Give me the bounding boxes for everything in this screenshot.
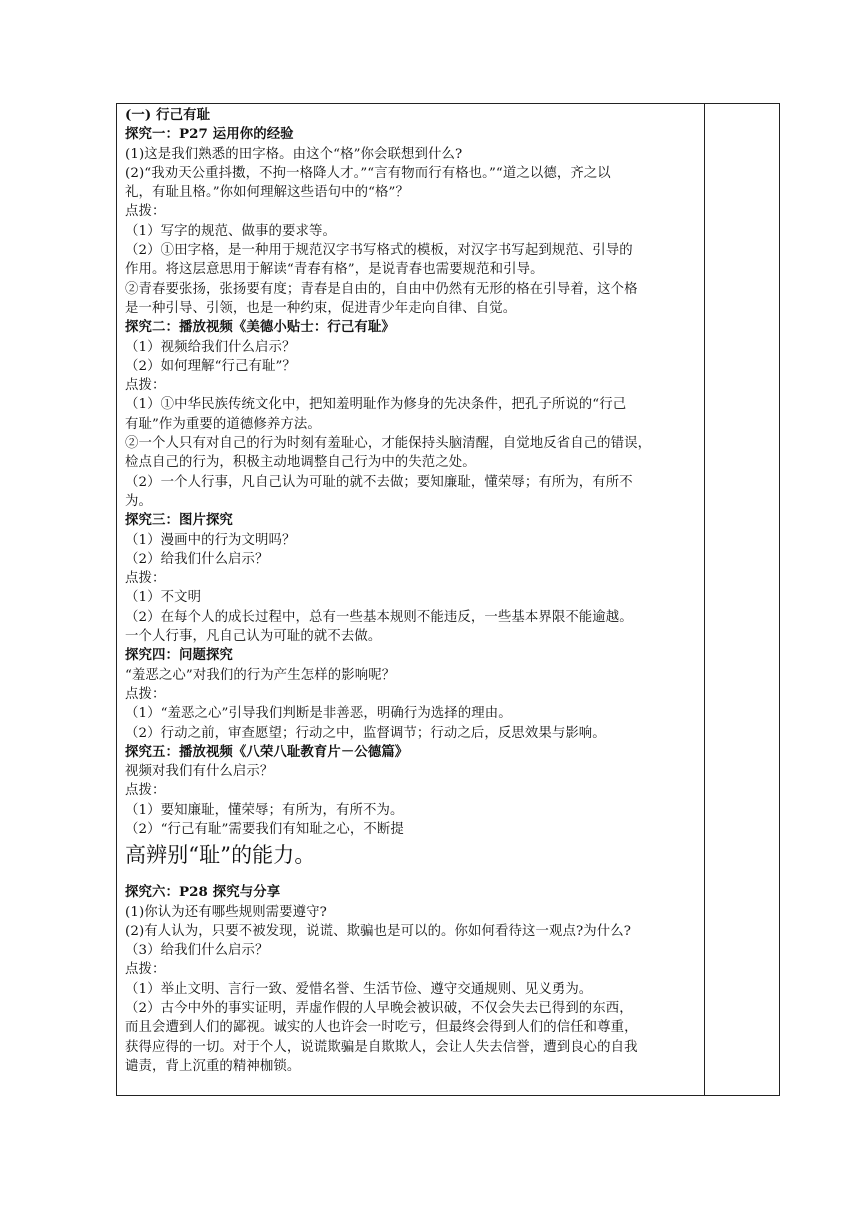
text-line: （2）行动之前，审查愿望；行动之中，监督调节；行动之后，反思效果与影响。 [125,725,606,741]
section-heading: 探究六：P28 探究与分享 [125,884,281,901]
text-line: ②一个人只有对自己的行为时刻有羞耻心，才能保持头脑清醒，自觉地反省自己的错误， [125,436,652,452]
text-line: （2）如何理解“行己有耻”？ [125,358,296,374]
section-heading: 探究一：P27 运用你的经验 [125,126,294,143]
text-line: 是一种引导、引领，也是一种约束，促进青少年走向自律、自觉。 [125,300,517,316]
text-line: （1）漫画中的行为文明吗？ [125,532,296,548]
lesson-content-cell [117,104,705,1095]
text-line: （2）①田字格，是一种用于规范汉字书写格式的模板，对汉字书写起到规范、引导的 [125,243,633,259]
section-heading: (一) 行己有耻 [125,107,211,123]
text-line: （2）“行己有耻”需要我们有知耻之心，不断提 [125,821,404,837]
text-line: 为。 [125,493,152,509]
text-line: 一个人行事，凡自己认为可耻的就不去做。 [125,629,382,645]
text-line: 点拨： [125,783,166,799]
text-line: （1）举止文明、言行一致、爱惜名誉、生活节俭、遵守交通规则、见义勇为。 [125,981,593,997]
text-line: (2)“我劝天公重抖擞，不拘一格降人才。”“言有物而行有格也。”“道之以德，齐之以 [125,165,611,181]
text-line: （1）不文明 [125,590,202,606]
text-line: 点拨： [125,378,166,394]
text-line: （1）要知廉耻，懂荣辱；有所为，有所不为。 [125,802,404,818]
text-line: （1）视频给我们什么启示？ [125,339,296,355]
text-line: 高辨别“耻”的能力。 [125,843,316,868]
text-line: (2)有人认为，只要不被发现，说谎、欺骗也是可以的。你如何看待这一观点?为什么? [125,923,631,939]
text-line: 点拨： [125,686,166,702]
text-line: 点拨： [125,571,166,587]
section-heading: 探究三：图片探究 [125,512,233,529]
text-line: 谴责，背上沉重的精神枷锁。 [125,1058,301,1074]
notes-cell [705,104,779,1095]
text-line: 有耻”作为重要的道德修养方法。 [125,416,321,432]
text-line: 点拨： [125,204,166,220]
text-line: （2）古今中外的事实证明，弄虚作假的人早晚会被识破，不仅会失去已得到的东西， [125,1001,633,1017]
text-line: 而且会遭到人们的鄙视。诚实的人也许会一时吃亏，但最终会得到人们的信任和尊重， [125,1020,638,1036]
text-line: （2）在每个人的成长过程中，总有一些基本规则不能违反，一些基本界限不能逾越。 [125,609,633,625]
section-heading: 探究四：问题探究 [125,647,233,664]
lesson-table [116,103,780,1096]
section-heading: 探究五：播放视频《八荣八耻教育片－公德篇》 [125,743,409,760]
text-line: ②青春要张扬，张扬要有度；青春是自由的，自由中仍然有无形的格在引导着，这个格 [125,281,638,297]
text-line: （2）给我们什么启示？ [125,551,269,567]
text-line: 礼，有耻且格。”你如何理解这些语句中的“格”？ [125,185,409,201]
text-line: （1）①中华民族传统文化中，把知羞明耻作为修身的先决条件，把孔子所说的“行己 [125,397,627,413]
text-line: （2）一个人行事，凡自己认为可耻的就不去做；要知廉耻，懂荣辱；有所为，有所不 [125,474,633,490]
text-line: （1）写字的规范、做事的要求等。 [125,223,336,239]
text-line: 检点自己的行为，积极主动地调整自己行为中的失范之处。 [125,455,476,471]
text-line: 点拨： [125,962,166,978]
text-line: (1)这是我们熟悉的田字格。由这个“格”你会联想到什么? [125,146,463,162]
text-line: 视频对我们有什么启示？ [125,764,274,780]
section-heading: 探究二：播放视频《美德小贴士：行己有耻》 [125,319,395,336]
text-line: （3）给我们什么启示？ [125,943,269,959]
text-line: 获得应得的一切。对于个人，说谎欺骗是自欺欺人，会让人失去信誉，遭到良心的自我 [125,1039,638,1055]
text-line: (1)你认为还有哪些规则需要遵守? [125,904,327,920]
text-line: （1）“羞恶之心”引导我们判断是非善恶，明确行为选择的理由。 [125,706,512,722]
text-line: “羞恶之心”对我们的行为产生怎样的影响呢？ [125,667,396,683]
text-line: 作用。将这层意思用于解读“青春有格”，是说青春也需要规范和引导。 [125,262,544,278]
